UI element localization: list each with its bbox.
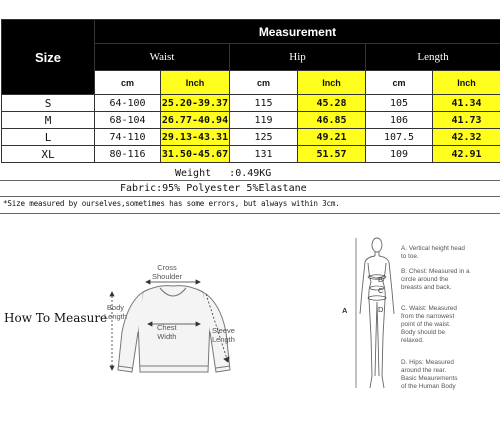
hip-cm-cell: 125 [230,129,298,146]
size-cell: S [2,95,95,112]
legend-a: A. Vertical height head to toe. [401,245,465,260]
length-group-header: Length [366,44,500,71]
hip-cm-cell: 119 [230,112,298,129]
measurement-header: Measurement [95,20,500,44]
size-cell: XL [2,146,95,163]
waist-inch-cell: 29.13-43.31 [161,129,230,146]
length-cm-cell: 109 [366,146,433,163]
size-column-header: Size [2,20,95,95]
table-row [2,146,500,163]
marker-c: C [378,286,384,295]
hip-inch-cell: 45.28 [298,95,366,112]
legend-d: D. Hips: Measured around the rear. Basic Meaurements of the Human Body [401,359,458,390]
body-length-label: Body Length [104,303,127,321]
hip-cm-cell: 131 [230,146,298,163]
size-note: *Size measured by ourselves,sometimes has some errors, but always within 3cm. [3,199,340,208]
table-row [2,95,500,112]
body-figure-illustration [355,236,399,396]
marker-d: D [378,305,384,314]
size-chart-table [1,19,500,163]
waist-group-header: Waist [95,44,230,71]
size-cell: L [2,129,95,146]
weight-text: Weight :0.49KG [175,168,272,179]
divider [0,196,500,197]
marker-b: B [378,275,384,284]
divider [0,213,500,214]
length-cm-cell: 105 [366,95,433,112]
hip-cm-cell: 115 [230,95,298,112]
legend-c: C. Waist: Measured from the narrowest point of the waist. Body should be relaxed. [401,305,457,344]
hip-inch-cell: 46.85 [298,112,366,129]
sleeve-length-label: Sleeve Length [212,326,235,344]
hip-inch-cell: 49.21 [298,129,366,146]
legend-b: B. Chest: Measured in a circle around the breasts and back. [401,268,470,291]
fabric-text: Fabric:95% Polyester 5%Elastane [120,183,307,194]
waist-inch-cell: 26.77-40.94 [161,112,230,129]
length-cm-cell: 106 [366,112,433,129]
cross-shoulder-label: Cross Shoulder [152,263,183,281]
size-cell: M [2,112,95,129]
chest-width-label: Chest Width [157,323,177,341]
waist-cm-header: cm [95,71,161,95]
how-to-measure-title: How To Measure [4,311,108,325]
table-row [2,129,500,146]
hip-inch-cell: 51.57 [298,146,366,163]
length-cm-cell: 107.5 [366,129,433,146]
length-inch-cell: 42.32 [433,129,500,146]
waist-cm-cell: 64-100 [95,95,161,112]
hip-group-header: Hip [230,44,366,71]
length-cm-header: cm [366,71,433,95]
length-inch-cell: 42.91 [433,146,500,163]
waist-inch-cell: 31.50-45.67 [161,146,230,163]
waist-cm-cell: 80-116 [95,146,161,163]
divider [0,180,500,181]
hip-inch-header: Inch [298,71,366,95]
length-inch-cell: 41.34 [433,95,500,112]
hip-cm-header: cm [230,71,298,95]
waist-cm-cell: 68-104 [95,112,161,129]
length-inch-cell: 41.73 [433,112,500,129]
length-inch-header: Inch [433,71,500,95]
waist-inch-header: Inch [161,71,230,95]
waist-inch-cell: 25.20-39.37 [161,95,230,112]
table-row [2,112,500,129]
marker-a: A [342,306,348,315]
waist-cm-cell: 74-110 [95,129,161,146]
